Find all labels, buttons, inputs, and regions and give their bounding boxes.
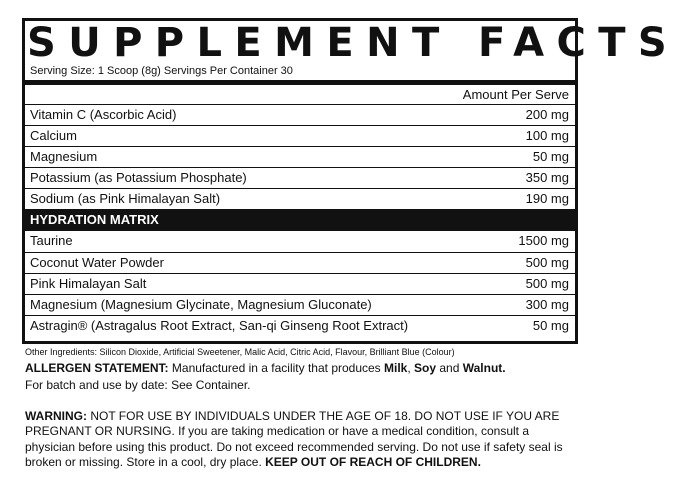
nutrient-row [25, 104, 575, 125]
allergen-label: ALLERGEN STATEMENT: [25, 361, 169, 375]
ingredient-amount: 500 mg [525, 276, 569, 291]
allergen-text: Manufactured in a facility that produces [168, 361, 385, 375]
allergen-milk: Milk [384, 361, 408, 375]
ingredient-amount: 500 mg [525, 255, 569, 270]
serving-info: Serving Size: 1 Scoop (8g) Servings Per Container 30 [30, 65, 293, 77]
nutrient-amount: 190 mg [525, 191, 569, 206]
nutrient-amount: 350 mg [525, 170, 569, 185]
warning-keep-out: KEEP OUT OF REACH OF CHILDREN. [265, 455, 481, 470]
nutrient-amount: 200 mg [525, 107, 569, 122]
ingredient-amount: 1500 mg [518, 233, 569, 248]
thick-divider [25, 80, 575, 85]
allergen-walnut: Walnut. [462, 361, 506, 375]
ingredient-amount: 300 mg [525, 297, 569, 312]
nutrient-amount: 50 mg [532, 149, 569, 164]
nutrient-name: Magnesium [30, 149, 98, 164]
matrix-row [25, 231, 575, 252]
nutrient-row [25, 188, 575, 209]
ingredient-name: Pink Himalayan Salt [30, 276, 147, 291]
allergen-sep: , [407, 361, 415, 375]
other-ingredients: Other Ingredients: Silicon Dioxide, Artificial Sweetener, Malic Acid, Citric Acid, Flavour, Brilliant Blue (Colour) [25, 347, 455, 357]
ingredient-name: Magnesium (Magnesium Glycinate, Magnesium Gluconate) [30, 297, 372, 312]
matrix-row [25, 252, 575, 273]
warning-statement [25, 409, 580, 471]
supplement-facts-panel [22, 18, 679, 344]
ingredient-name: Coconut Water Powder [30, 255, 164, 270]
ingredient-amount: 50 mg [532, 318, 569, 333]
ingredient-name: Taurine [30, 233, 73, 248]
allergen-soy: Soy [414, 361, 437, 375]
batch-info: For batch and use by date: See Container. [25, 378, 251, 392]
matrix-row [25, 294, 575, 315]
panel-title: SUPPLEMENT FACTS [27, 20, 679, 66]
nutrient-amount: 100 mg [525, 128, 569, 143]
section-title: HYDRATION MATRIX [30, 212, 159, 227]
matrix-row [25, 273, 575, 294]
nutrient-name: Sodium (as Pink Himalayan Salt) [30, 191, 221, 206]
ingredient-name: Astragin® (Astragalus Root Extract, San-qi Ginseng Root Extract) [30, 318, 409, 333]
nutrient-name: Potassium (as Potassium Phosphate) [30, 170, 247, 185]
nutrient-row [25, 167, 575, 188]
warning-label: WARNING: [25, 409, 87, 423]
amount-per-serve-header: Amount Per Serve [462, 87, 569, 102]
matrix-row [25, 315, 575, 336]
nutrient-row [25, 125, 575, 146]
hydration-matrix-header [25, 209, 575, 231]
allergen-sep: and [436, 361, 463, 375]
nutrient-name: Vitamin C (Ascorbic Acid) [30, 107, 177, 122]
nutrient-name: Calcium [30, 128, 77, 143]
nutrient-row [25, 146, 575, 167]
allergen-statement [25, 361, 506, 376]
warning-text: NOT FOR USE BY INDIVIDUALS UNDER THE AGE OF 18. DO NOT USE IF YOU ARE PREGNANT OR NURSING. If you are taking medication or have a medical condition, consult a physician before using this product. Do not exceed recommended serving. Do not use if safety seal is broken or missing. Store in a cool, dry place. [25, 409, 563, 470]
